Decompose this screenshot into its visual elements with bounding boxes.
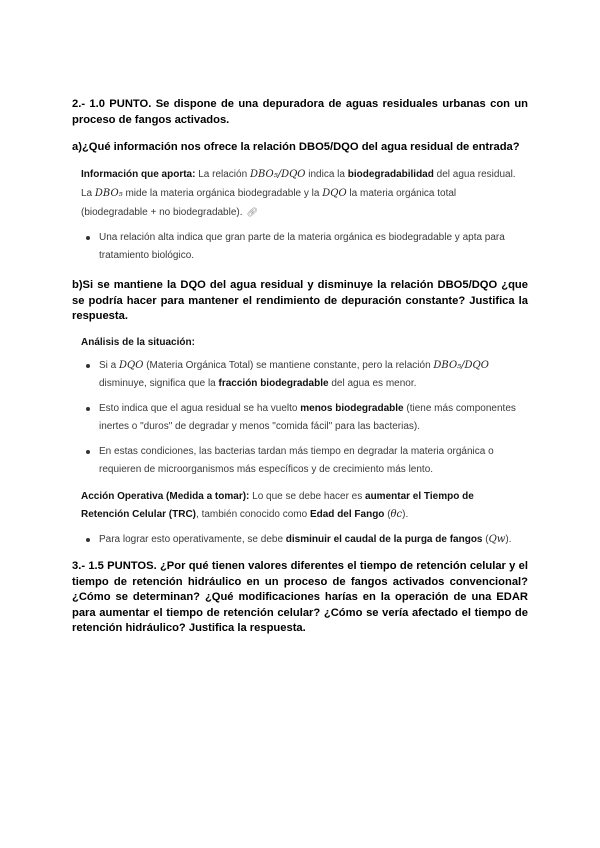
list-item	[81, 357, 521, 394]
text: la materia orgánica total (biodegradable + no biodegradable).	[81, 187, 457, 218]
text: Esto indica que el agua residual se ha vuelto	[99, 402, 301, 414]
text: Para lograr esto operativamente, se debe	[99, 533, 286, 545]
list-item	[81, 400, 521, 437]
text: , también conocido como	[196, 509, 310, 520]
text: del agua residual. La	[81, 169, 516, 199]
analysis-title	[81, 334, 521, 353]
answer-2a-list	[81, 229, 521, 266]
list-item	[81, 531, 521, 550]
link-icon[interactable]: 🔗︎	[246, 207, 258, 217]
action-list	[81, 531, 521, 550]
math-dbo5-dqo: DBO₅/DQO	[433, 359, 489, 371]
question-3-heading: 3.- 1.5 PUNTOS. ¿Por qué tienen valores diferentes el tiempo de retención celular y el tiempo de retención hidráulico en un proceso de fangos activados convencional? ¿Cómo se determinan? ¿Qué modificaciones harías en la operación de una EDAR para aumentar el tiempo de retención celular? ¿Cómo se vería afectado el tiempo de retención hidráulico? Justifica la respuesta.	[72, 560, 528, 634]
math-dbo5-dqo: DBO₅/DQO	[249, 169, 306, 180]
text: del agua es menor.	[328, 378, 417, 389]
text: En estas condiciones, las bacterias tardan más tiempo en degradar la materia orgánica o requieren de microorganismos más específicos y de crecimiento más lento.	[99, 445, 494, 475]
answer-2a-paragraph	[81, 166, 521, 223]
math-dqo: DQO	[322, 187, 347, 199]
question-2b: b)Si se mantiene la DQO del agua residual y disminuye la relación DBO5/DQO ¿que se podría hacer para mantener el rendimiento de depuración constante? Justifica la respuesta.	[72, 279, 528, 322]
list-item: Una relación alta indica que gran parte de la materia orgánica es biodegradable y apta para tratamiento biológico.	[81, 229, 521, 266]
text: ).	[402, 509, 409, 520]
analysis-title-text: Análisis de la situación:	[81, 337, 195, 348]
answer-2b	[81, 334, 521, 549]
text: Lo que se debe hacer es	[249, 490, 366, 502]
answer-2a	[81, 166, 521, 266]
bold-text: fracción biodegradable	[218, 378, 329, 389]
text: ).	[505, 533, 512, 545]
list-item	[81, 443, 521, 480]
info-label: Información que aporta:	[81, 169, 196, 180]
text: (	[384, 509, 391, 520]
bold-text: disminuir el caudal de la purga de fangos	[285, 533, 483, 545]
text: mide la materia orgánica biodegradable y la	[122, 187, 323, 199]
text: La relación	[195, 169, 250, 180]
text: disminuye, significa que la	[99, 378, 219, 389]
math-dqo: DQO	[119, 359, 144, 371]
bold-text: aumentar el Tiempo de Retención Celular (TRC)	[81, 490, 474, 520]
text: Si a	[99, 359, 120, 371]
math-theta-c: θc	[390, 509, 403, 520]
math-dbo5: DBO₅	[94, 187, 123, 199]
action-label: Acción Operativa (Medida a tomar):	[81, 490, 250, 502]
bold-text: Edad del Fango	[309, 509, 385, 520]
math-qw: Qw	[488, 533, 506, 545]
analysis-list	[81, 357, 521, 480]
action-paragraph	[81, 488, 521, 525]
question-2-heading: 2.- 1.0 PUNTO. Se dispone de una depuradora de aguas residuales urbanas con un proceso de fangos activados.	[72, 98, 528, 126]
bold-biodegradabilidad: biodegradabilidad	[347, 169, 434, 180]
bold-text: menos biodegradable	[300, 402, 404, 414]
question-2a: a)¿Qué información nos ofrece la relación DBO5/DQO del agua residual de entrada?	[72, 141, 520, 153]
text: indica la	[305, 169, 348, 180]
text: (Materia Orgánica Total) se mantiene constante, pero la relación	[143, 359, 434, 371]
text: (tiene más componentes inertes o "duros" de degradar y menos "comida fácil" para las bacterias).	[99, 402, 516, 432]
text: (	[482, 533, 489, 545]
